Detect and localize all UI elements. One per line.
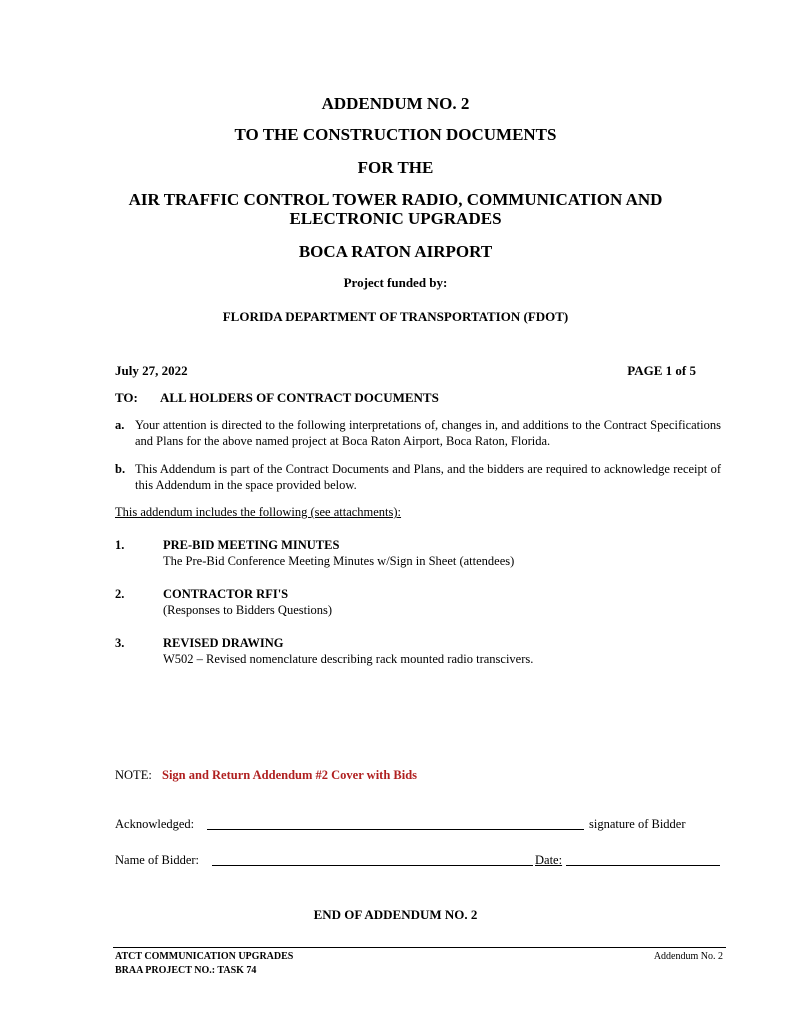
item-3-title: REVISED DRAWING [163,636,284,650]
end-of-addendum: END OF ADDENDUM NO. 2 [313,907,478,922]
item-3-description: W502 – Revised nomenclature describing rack mounted radio transcivers. [163,652,534,666]
to-recipients: ALL HOLDERS OF CONTRACT DOCUMENTS [160,390,439,405]
note-label: NOTE: [115,768,152,782]
title-airport: BOCA RATON AIRPORT [298,242,493,261]
footer-divider [113,947,726,948]
title-construction-documents: TO THE CONSTRUCTION DOCUMENTS [234,125,557,144]
name-of-bidder-line[interactable] [212,865,533,866]
item-1-title: PRE-BID MEETING MINUTES [163,538,340,552]
date-label: Date: [535,853,563,867]
item-1-description: The Pre-Bid Conference Meeting Minutes w/Sign in Sheet (attendees) [163,554,515,568]
note-text: Sign and Return Addendum #2 Cover with Bids [162,768,418,782]
title-for-the: FOR THE [357,158,434,177]
acknowledged-signature-line[interactable] [207,829,584,830]
item-2-number: 2. [115,587,125,601]
paragraph-a-text: Your attention is directed to the following interpretations of, changes in, and additions to the Contract Specifications and Plans for the above named project at Boca Raton Airport, Boca Raton, Florida. [135,418,721,448]
funder-name: FLORIDA DEPARTMENT OF TRANSPORTATION (FDOT) [222,309,569,324]
paragraph-b-marker: b. [115,462,126,476]
footer-project-name: ATCT COMMUNICATION UPGRADES [115,951,294,962]
item-2-title: CONTRACTOR RFI'S [163,587,289,601]
includes-heading: This addendum includes the following (see attachments): [115,505,402,519]
title-project-line-1: AIR TRAFFIC CONTROL TOWER RADIO, COMMUNICATION AND [128,190,663,209]
signature-of-bidder-label: signature of Bidder [589,817,686,831]
document-date: July 27, 2022 [115,363,188,378]
item-2-description: (Responses to Bidders Questions) [163,603,333,617]
title-project-line-2: ELECTRONIC UPGRADES [289,209,502,228]
name-of-bidder-label: Name of Bidder: [115,853,200,867]
paragraph-b-text: This Addendum is part of the Contract Documents and Plans, and the bidders are required to acknowledge receipt of this Addendum in the space provided below. [135,462,721,492]
paragraph-a-marker: a. [115,418,125,432]
item-1-number: 1. [115,538,125,552]
funded-by-label: Project funded by: [343,275,448,290]
item-3-number: 3. [115,636,125,650]
to-label: TO: [115,390,138,405]
footer-project-number: BRAA PROJECT NO.: TASK 74 [115,965,257,976]
footer-addendum-number: Addendum No. 2 [653,951,723,962]
acknowledged-label: Acknowledged: [115,817,195,831]
page-number: PAGE 1 of 5 [627,363,696,378]
title-addendum: ADDENDUM NO. 2 [321,94,470,113]
date-line[interactable] [566,865,720,866]
